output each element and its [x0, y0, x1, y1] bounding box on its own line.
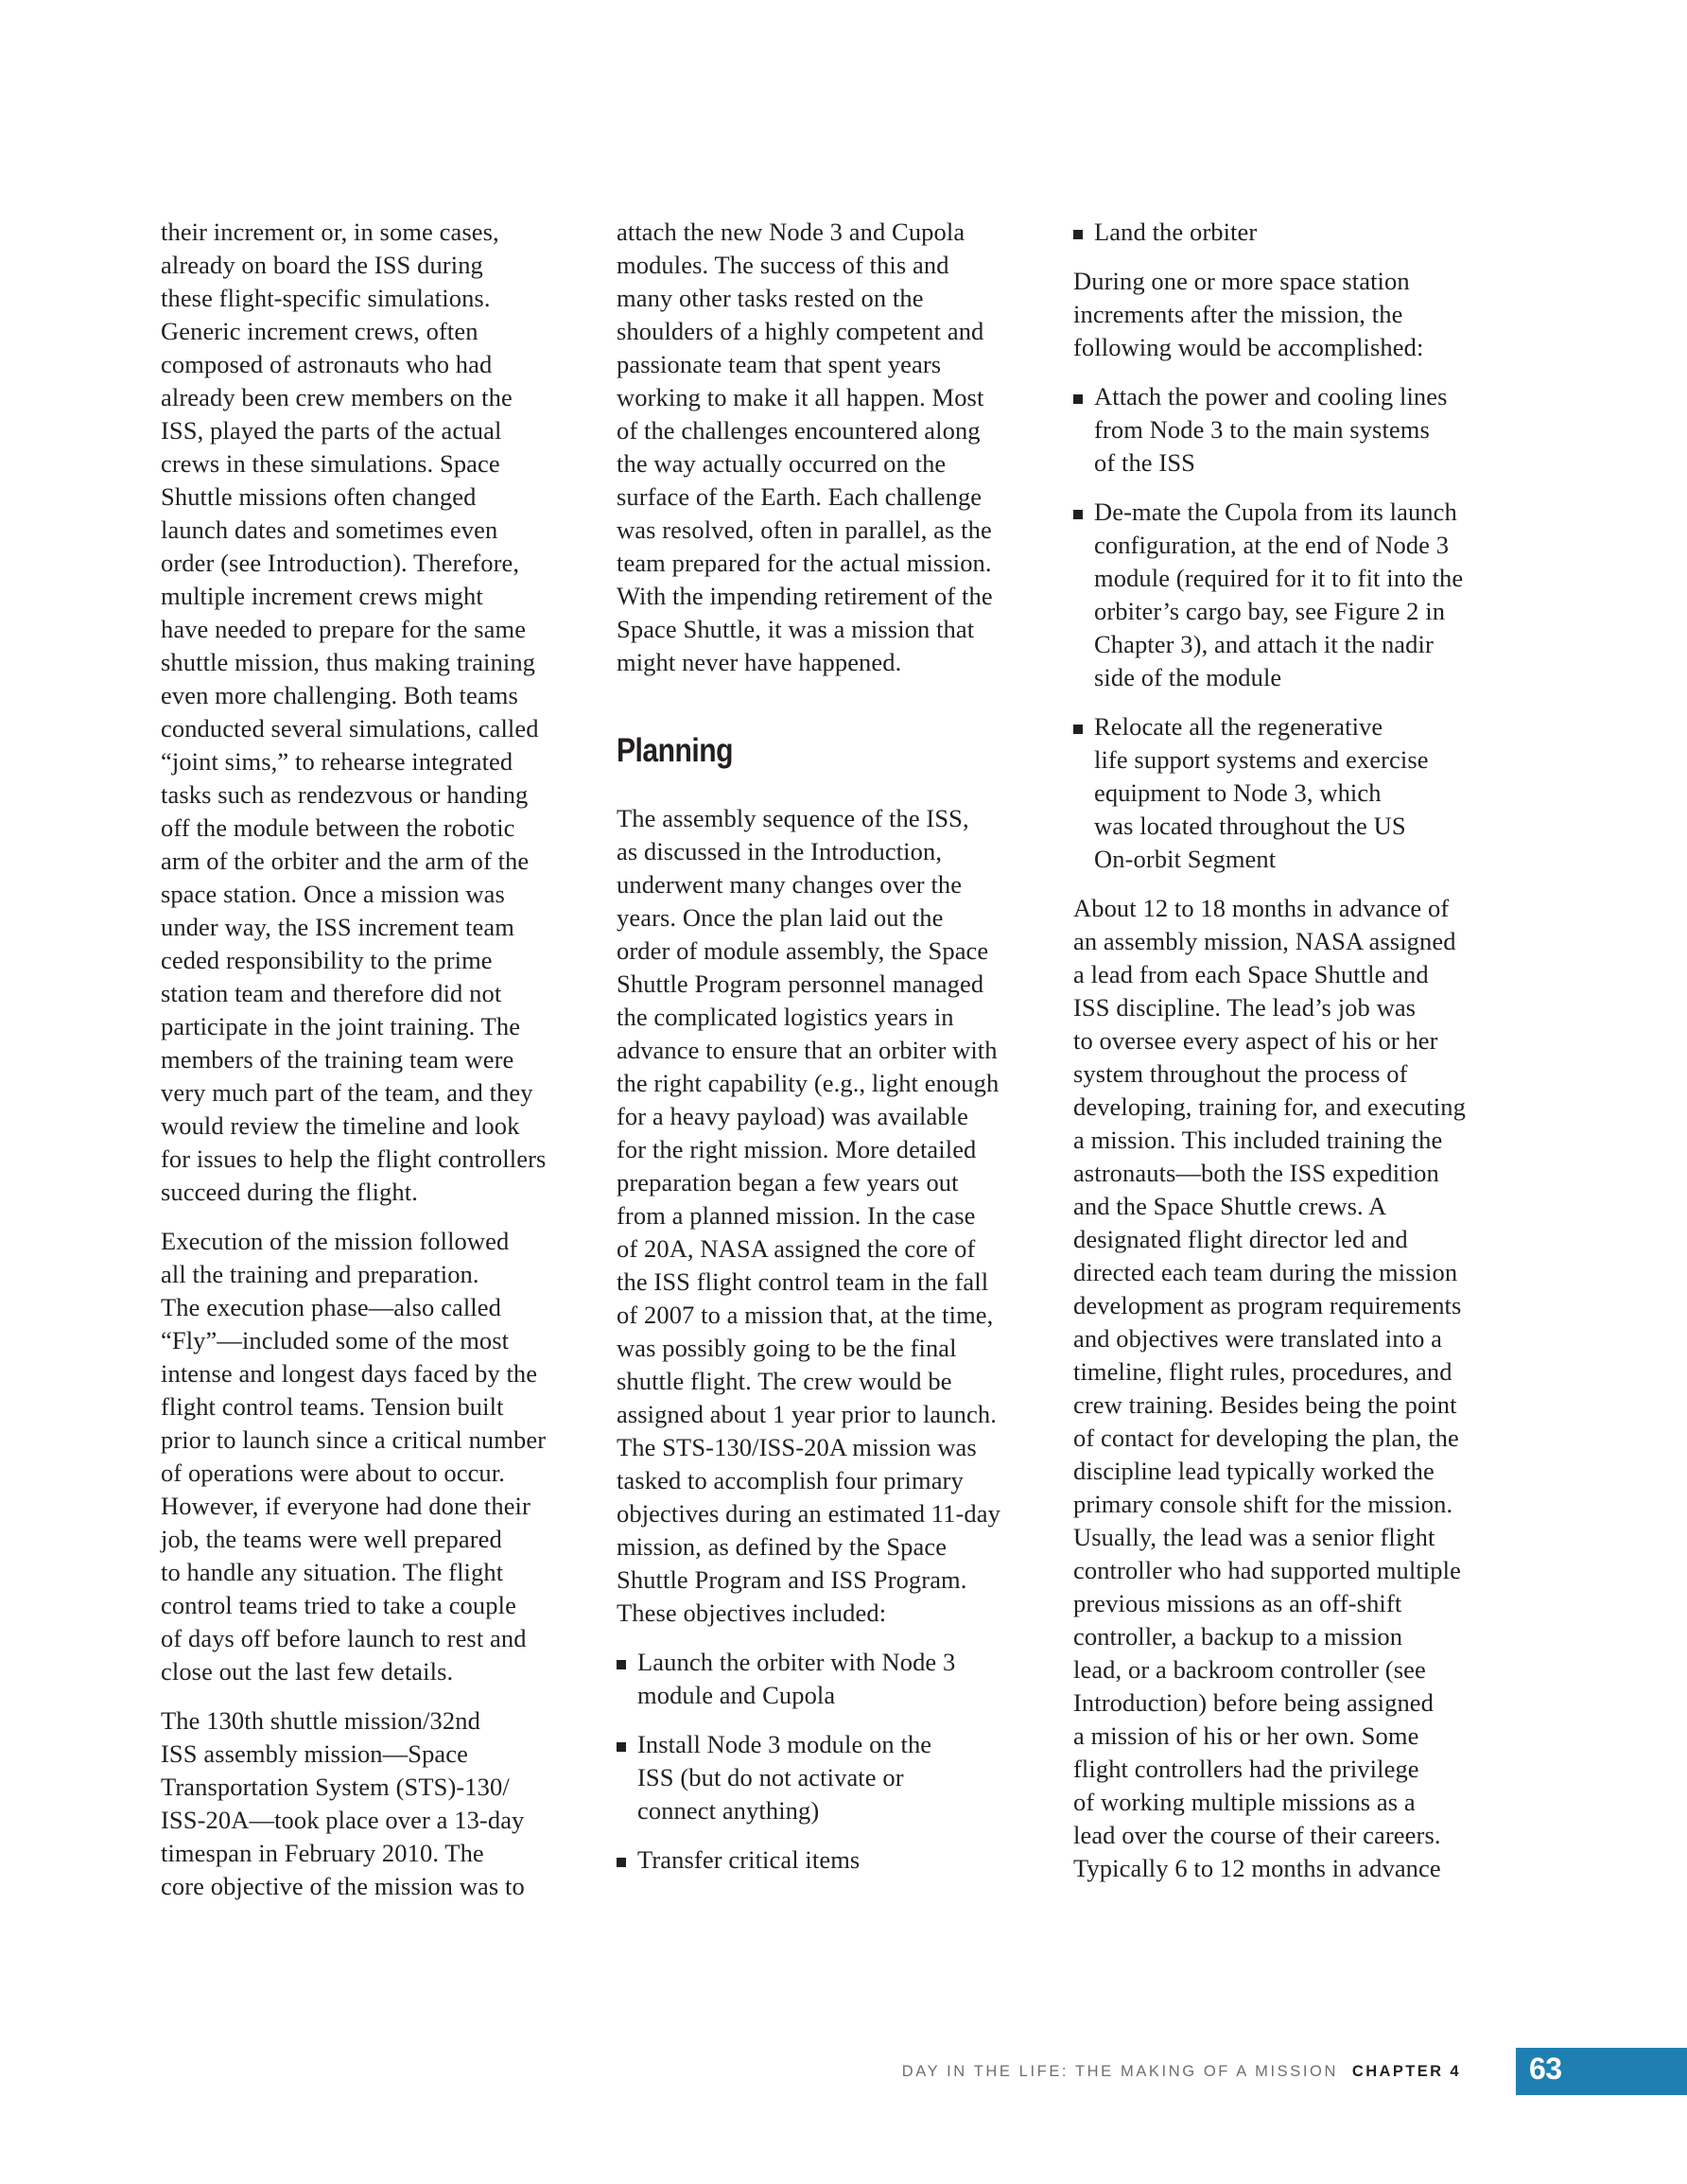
text-line: Chapter 3), and attach it the nadir [1094, 630, 1434, 658]
text-column-3 [1073, 216, 1499, 1885]
text-line: would review the timeline and look [161, 1111, 520, 1140]
text-column-2 [617, 216, 1042, 1893]
text-line: was located throughout the US [1094, 812, 1406, 840]
text-line: discipline lead typically worked the [1073, 1457, 1435, 1485]
text-line: life support systems and exercise [1094, 745, 1429, 774]
text-line: control teams tried to take a couple [161, 1591, 516, 1619]
square-bullet-icon [617, 1858, 626, 1867]
text-line: of operations were about to occur. [161, 1459, 505, 1487]
square-bullet-icon [1073, 725, 1083, 734]
text-line: a mission. This included training the [1073, 1126, 1443, 1154]
bullet-list [1073, 216, 1499, 249]
text-line: development as program requirements [1073, 1291, 1462, 1319]
text-line: The 130th shuttle mission/32nd [161, 1706, 480, 1735]
text-line: to oversee every aspect of his or her [1073, 1026, 1438, 1055]
text-line: ceded responsibility to the prime [161, 946, 493, 974]
text-line: “joint sims,” to rehearse integrated [161, 747, 513, 776]
text-line: Attach the power and cooling lines [1094, 382, 1448, 411]
bullet-item [617, 1728, 1042, 1827]
text-line: of the ISS [1094, 448, 1195, 477]
text-line: members of the training team were [161, 1045, 514, 1074]
paragraph [161, 1704, 586, 1903]
paragraph [617, 802, 1042, 1630]
text-line: off the module between the robotic [161, 813, 515, 842]
text-line: preparation began a few years out [617, 1168, 959, 1197]
text-line: of working multiple missions as a [1073, 1788, 1416, 1816]
text-line: The STS-130/ISS-20A mission was [617, 1433, 977, 1461]
text-line: crew training. Besides being the point [1073, 1390, 1457, 1419]
text-line: passionate team that spent years [617, 350, 942, 378]
square-bullet-icon [617, 1660, 626, 1669]
text-line: attach the new Node 3 and Cupola [617, 218, 965, 246]
text-line: was possibly going to be the final [617, 1334, 957, 1362]
text-line: primary console shift for the mission. [1073, 1490, 1453, 1518]
chapter-label: CHAPTER 4 [1351, 2063, 1461, 2080]
text-line: shoulders of a highly competent and [617, 317, 984, 345]
text-line: With the impending retirement of the [617, 582, 993, 610]
text-line: might never have happened. [617, 648, 902, 676]
text-line: The execution phase—also called [161, 1293, 501, 1321]
text-line: Shuttle Program personnel managed [617, 970, 984, 998]
text-line: side of the module [1094, 663, 1282, 691]
text-line: Launch the orbiter with Node 3 [637, 1648, 956, 1676]
text-line: system throughout the process of [1073, 1059, 1408, 1088]
text-line: have needed to prepare for the same [161, 615, 527, 643]
section-heading: Planning [617, 732, 733, 769]
text-line: tasked to accomplish four primary [617, 1466, 964, 1494]
text-line: ISS, played the parts of the actual [161, 416, 502, 445]
text-line: The assembly sequence of the ISS, [617, 804, 969, 832]
text-line: was resolved, often in parallel, as the [617, 515, 992, 544]
text-line: arm of the orbiter and the arm of the [161, 847, 530, 875]
text-line: under way, the ISS increment team [161, 913, 514, 941]
text-line: core objective of the mission was to [161, 1872, 525, 1900]
page-footer [901, 2048, 1570, 2095]
text-line: On-orbit Segment [1094, 845, 1277, 873]
text-line: close out the last few details. [161, 1657, 454, 1686]
square-bullet-icon [1073, 230, 1083, 239]
text-line: De-mate the Cupola from its launch [1094, 498, 1457, 526]
paragraph [161, 1225, 586, 1688]
square-bullet-icon [617, 1742, 626, 1752]
text-line: already been crew members on the [161, 383, 513, 411]
text-line: timeline, flight rules, procedures, and [1073, 1357, 1452, 1386]
text-line: the complicated logistics years in [617, 1003, 954, 1031]
bullet-list [617, 1646, 1042, 1877]
text-line: timespan in February 2010. The [161, 1839, 484, 1867]
text-line: objectives during an estimated 11-day [617, 1499, 1000, 1528]
bullet-item [1073, 496, 1499, 694]
text-line: Shuttle Program and ISS Program. [617, 1565, 967, 1594]
bullet-item [1073, 380, 1499, 480]
text-line: equipment to Node 3, which [1094, 778, 1382, 807]
text-line: ISS (but do not activate or [637, 1763, 904, 1791]
text-line: for a heavy payload) was available [617, 1102, 969, 1130]
text-line: station team and therefore did not [161, 979, 502, 1007]
text-line: About 12 to 18 months in advance of [1073, 894, 1450, 922]
text-line: the ISS flight control team in the fall [617, 1267, 989, 1296]
text-line: tasks such as rendezvous or handing [161, 780, 529, 809]
text-line: very much part of the team, and they [161, 1078, 533, 1107]
text-line: of the challenges encountered along [617, 416, 981, 445]
text-line: team prepared for the actual mission. [617, 549, 992, 577]
running-title: DAY IN THE LIFE: THE MAKING OF A MISSION [901, 2063, 1338, 2080]
text-line: directed each team during the mission [1073, 1258, 1458, 1286]
text-line: During one or more space station [1073, 267, 1410, 295]
square-bullet-icon [1073, 394, 1083, 404]
text-line: Transfer critical items [637, 1845, 861, 1874]
text-line: surface of the Earth. Each challenge [617, 482, 983, 511]
text-line: Install Node 3 module on the [637, 1730, 932, 1758]
text-line: crews in these simulations. Space [161, 449, 500, 478]
text-line: module and Cupola [637, 1681, 836, 1709]
text-line: Generic increment crews, often [161, 317, 478, 345]
bullet-list [1073, 380, 1499, 876]
text-line: controller who had supported multiple [1073, 1556, 1461, 1584]
text-line: flight controllers had the privilege [1073, 1755, 1419, 1783]
text-line: advance to ensure that an orbiter with [617, 1036, 998, 1064]
text-line: participate in the joint training. The [161, 1012, 521, 1040]
text-line: the right capability (e.g., light enough [617, 1069, 1000, 1097]
text-line: lead over the course of their careers. [1073, 1821, 1441, 1849]
text-line: shuttle flight. The crew would be [617, 1367, 952, 1395]
text-line: However, if everyone had done their [161, 1492, 530, 1520]
text-line: for issues to help the flight controllers [161, 1144, 547, 1173]
text-line: working to make it all happen. Most [617, 383, 984, 411]
text-line: to handle any situation. The flight [161, 1558, 504, 1586]
text-line: shuttle mission, thus making training [161, 648, 536, 676]
text-line: connect anything) [637, 1796, 820, 1825]
text-line: orbiter’s cargo bay, see Figure 2 in [1094, 597, 1446, 625]
text-line: years. Once the plan laid out the [617, 903, 944, 932]
text-line: Land the orbiter [1094, 218, 1258, 246]
page-number: 63 [1529, 2052, 1562, 2086]
text-line: Space Shuttle, it was a mission that [617, 615, 975, 643]
square-bullet-icon [1073, 510, 1083, 519]
text-line: Usually, the lead was a senior flight [1073, 1523, 1435, 1551]
text-line: configuration, at the end of Node 3 [1094, 531, 1450, 559]
text-line: designated flight director led and [1073, 1225, 1408, 1253]
text-line: order (see Introduction). Therefore, [161, 549, 520, 577]
text-line: mission, as defined by the Space [617, 1532, 948, 1561]
text-line: lead, or a backroom controller (see [1073, 1655, 1426, 1684]
text-line: developing, training for, and executing [1073, 1092, 1466, 1121]
text-line: multiple increment crews might [161, 582, 483, 610]
bullet-item [617, 1646, 1042, 1712]
text-line: controller, a backup to a mission [1073, 1622, 1403, 1651]
text-line: all the training and preparation. [161, 1260, 479, 1288]
text-line: job, the teams were well prepared [161, 1525, 502, 1553]
paragraph [1073, 265, 1499, 364]
text-line: of days off before launch to rest and [161, 1624, 527, 1652]
text-line: from a planned mission. In the case [617, 1201, 976, 1230]
text-line: of contact for developing the plan, the [1073, 1424, 1459, 1452]
text-line: a lead from each Space Shuttle and [1073, 960, 1429, 988]
text-line: space station. Once a mission was [161, 880, 505, 908]
page-number-box [1516, 2048, 1687, 2095]
bullet-item [617, 1843, 1042, 1877]
text-line: Introduction) before being assigned [1073, 1688, 1435, 1717]
text-line: their increment or, in some cases, [161, 218, 499, 246]
text-line: These objectives included: [617, 1599, 887, 1627]
bullet-item [1073, 710, 1499, 876]
text-line: intense and longest days faced by the [161, 1359, 538, 1388]
text-line: an assembly mission, NASA assigned [1073, 927, 1456, 955]
paragraph [617, 216, 1042, 679]
text-line: Shuttle missions often changed [161, 482, 477, 511]
text-line: module (required for it to fit into the [1094, 564, 1464, 592]
text-line: from Node 3 to the main systems [1094, 415, 1430, 444]
text-line: following would be accomplished: [1073, 333, 1424, 361]
paragraph [1073, 892, 1499, 1885]
text-line: these flight-specific simulations. [161, 284, 491, 312]
bullet-item [1073, 216, 1499, 249]
text-line: many other tasks rested on the [617, 284, 924, 312]
text-line: even more challenging. Both teams [161, 681, 518, 709]
paragraph [161, 216, 586, 1209]
text-line: a mission of his or her own. Some [1073, 1721, 1419, 1750]
text-line: conducted several simulations, called [161, 714, 539, 743]
text-line: “Fly”—included some of the most [161, 1326, 510, 1354]
text-line: flight control teams. Tension built [161, 1392, 504, 1421]
text-line: of 20A, NASA assigned the core of [617, 1234, 976, 1263]
text-line: ISS discipline. The lead’s job was [1073, 993, 1417, 1022]
text-line: previous missions as an off-shift [1073, 1589, 1402, 1617]
text-line: and objectives were translated into a [1073, 1324, 1443, 1353]
text-line: Relocate all the regenerative [1094, 712, 1383, 741]
text-line: ISS assembly mission—Space [161, 1739, 469, 1768]
text-line: for the right mission. More detailed [617, 1135, 977, 1163]
text-line: underwent many changes over the [617, 870, 963, 899]
text-line: of 2007 to a mission that, at the time, [617, 1301, 994, 1329]
text-line: composed of astronauts who had [161, 350, 493, 378]
text-line: launch dates and sometimes even [161, 515, 498, 544]
text-line: astronauts—both the ISS expedition [1073, 1159, 1439, 1187]
text-line: and the Space Shuttle crews. A [1073, 1192, 1387, 1220]
text-line: succeed during the flight. [161, 1178, 418, 1206]
text-column-1 [161, 216, 586, 1903]
text-line: Execution of the mission followed [161, 1227, 510, 1255]
text-line: increments after the mission, the [1073, 300, 1403, 328]
text-line: prior to launch since a critical number [161, 1425, 547, 1454]
text-line: order of module assembly, the Space [617, 936, 989, 965]
text-line: Typically 6 to 12 months in advance [1073, 1854, 1441, 1882]
text-line: the way actually occurred on the [617, 449, 947, 478]
text-line: Transportation System (STS)-130/ [161, 1773, 510, 1801]
text-line: already on board the ISS during [161, 251, 483, 279]
text-line: modules. The success of this and [617, 251, 949, 279]
text-line: ISS-20A—took place over a 13-day [161, 1806, 525, 1834]
text-line: as discussed in the Introduction, [617, 837, 943, 865]
text-line: assigned about 1 year prior to launch. [617, 1400, 997, 1428]
